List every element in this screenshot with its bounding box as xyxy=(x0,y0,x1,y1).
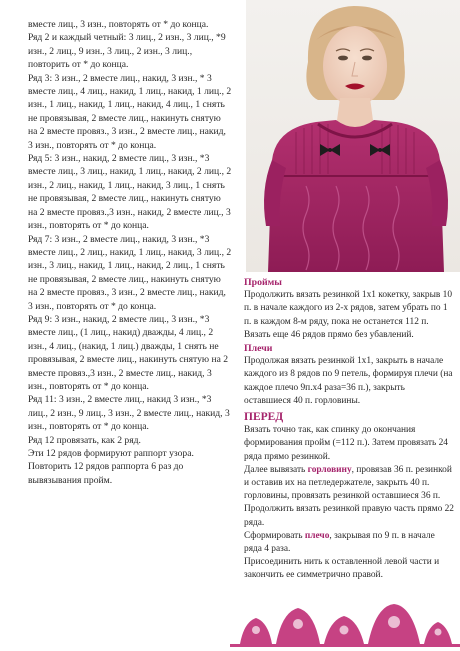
pered-paragraph-1: Вязать точно так, как спинку до окончания формирования пройм (=112 п.). Затем провязать 24 ряда прямо резинкой. xyxy=(244,425,448,462)
pered-paragraph-2 xyxy=(244,464,454,504)
pered-p2-end: , провязав 36 п. резинкой и оставив их на петледержателе, закрыть 40 п. горловины, провязать резинкой оставшиеся 36 п. xyxy=(244,464,452,502)
instruction-row-11: Ряд 11: 3 изн., 2 вместе лиц., накид 3 изн., *3 лиц., 2 изн., 9 лиц., 3 изн., 2 вместе лиц., накид, 3 изн., повторять от * до конца. xyxy=(28,394,230,433)
instruction-row-end: вместе лиц., 3 изн., повторять от * до конца. xyxy=(28,19,209,30)
instruction-row-2: Ряд 2 и каждый четный: 3 лиц., 2 изн., 3 лиц., *9 изн., 2 лиц., 9 изн., 3 лиц., 2 изн., 3 лиц., повторить от * до конца. xyxy=(28,32,226,71)
model-illustration xyxy=(246,0,460,272)
pered-p2-start: Далее вывязать xyxy=(244,464,308,475)
footer-ornament xyxy=(230,592,460,651)
instruction-row-5: Ряд 5: 3 изн., накид, 2 вместе лиц., 3 изн., *3 вместе лиц., 3 лиц., накид, 1 лиц., накид, 2 лиц., 2 изн., 2 лиц., накид, 1 лиц., накид, 3 лиц., 1 снять не провязывая, 2 вместе лиц., накинуть снятую на 2 вместе провяз.,3 изн., накид, 2 вместе лиц., 3 изн., повторять от * до конца. xyxy=(28,153,232,232)
proymy-text-1: Продолжить вязать резинкой 1х1 кокетку, закрыв 10 п. в начале каждого из 2-х рядов, затем убрать по 1 п. в каждом 8-м ряду, пока не останется 112 п. xyxy=(244,290,453,327)
instructions-right-column xyxy=(244,276,454,583)
pered-paragraph-4 xyxy=(244,530,454,556)
instruction-row-9: Ряд 9: 3 изн., накид, 2 вместе лиц., 3 изн., *3 вместе лиц., (1 лиц., накид) дважды, 4 лиц., 2 изн., 4 лиц., (накид, 1 лиц.) дважды, 1 снять не провязывая, 2 вместе лиц., накинуть снятую на 2 вместе провяз.,3 изн., 2 вместе лиц., накид, 3 изн., повторять от * до конца. xyxy=(28,313,229,392)
pattern-instructions-column xyxy=(28,18,232,487)
gorlovina-highlight: горловину xyxy=(307,464,352,475)
proymy-heading: Проймы xyxy=(244,277,282,288)
model-photo xyxy=(246,0,460,272)
pered-paragraph-5: Присоединить нить к оставленной левой части и закончить ее симметрично правой. xyxy=(244,557,440,581)
instruction-row-12: Ряд 12 провязать, как 2 ряд. xyxy=(28,434,141,446)
pered-heading: ПЕРЕД xyxy=(244,411,284,424)
pered-p4-end: , закрывая по 9 п. в начале ряда 4 раза. xyxy=(244,530,435,555)
plechi-text: Продолжая вязать резинкой 1х1, закрыть в начале каждого из 8 рядов по 9 петель, формируя плечи (на каждое плечо 9п.х4 раза=36 п.), закрыть оставшиеся 40 п. горловины. xyxy=(244,356,453,406)
plecho-highlight: плечо xyxy=(304,530,330,541)
instruction-repeat-note: Эти 12 рядов формируют раппорт узора. Повторить 12 рядов раппорта 6 раз до вывязывания пройм. xyxy=(28,448,194,486)
instruction-row-7: Ряд 7: 3 изн., 2 вместе лиц., накид, 3 изн., *3 вместе лиц., 2 лиц., накид, 1 лиц., накид, 3 лиц., 2 изн., 3 лиц., накид, 1 лиц., накид, 2 лиц., 1 снять не провязывая, 2 вместе лиц., накинуть снятую на 2 вместе провяз., 3 изн., 2 вместе лиц., накид, 3 изн., повторять от * до конца. xyxy=(28,233,232,312)
plechi-heading: Плечи xyxy=(244,343,273,355)
proymy-text-2: Вязать еще 46 рядов прямо без убавлений. xyxy=(244,329,414,340)
pered-paragraph-3: Продолжить вязать резинкой правую часть прямо 22 ряда. xyxy=(244,504,454,528)
pered-p4-start: Сформировать xyxy=(244,530,305,541)
instruction-row-3: Ряд 3: 3 изн., 2 вместе лиц., накид, 3 изн., * 3 вместе лиц., 4 лиц., накид, 1 лиц., накид, 1 лиц., 2 изн., 1 лиц., накид, 1 лиц., накид, 4 лиц., 1 снять не провязывая, 2 вместе лиц., накинуть снятую на 2 вместе провяз., 3 изн., 2 вместе лиц., накид, 3 изн., повторять от * до конца. xyxy=(28,72,232,151)
